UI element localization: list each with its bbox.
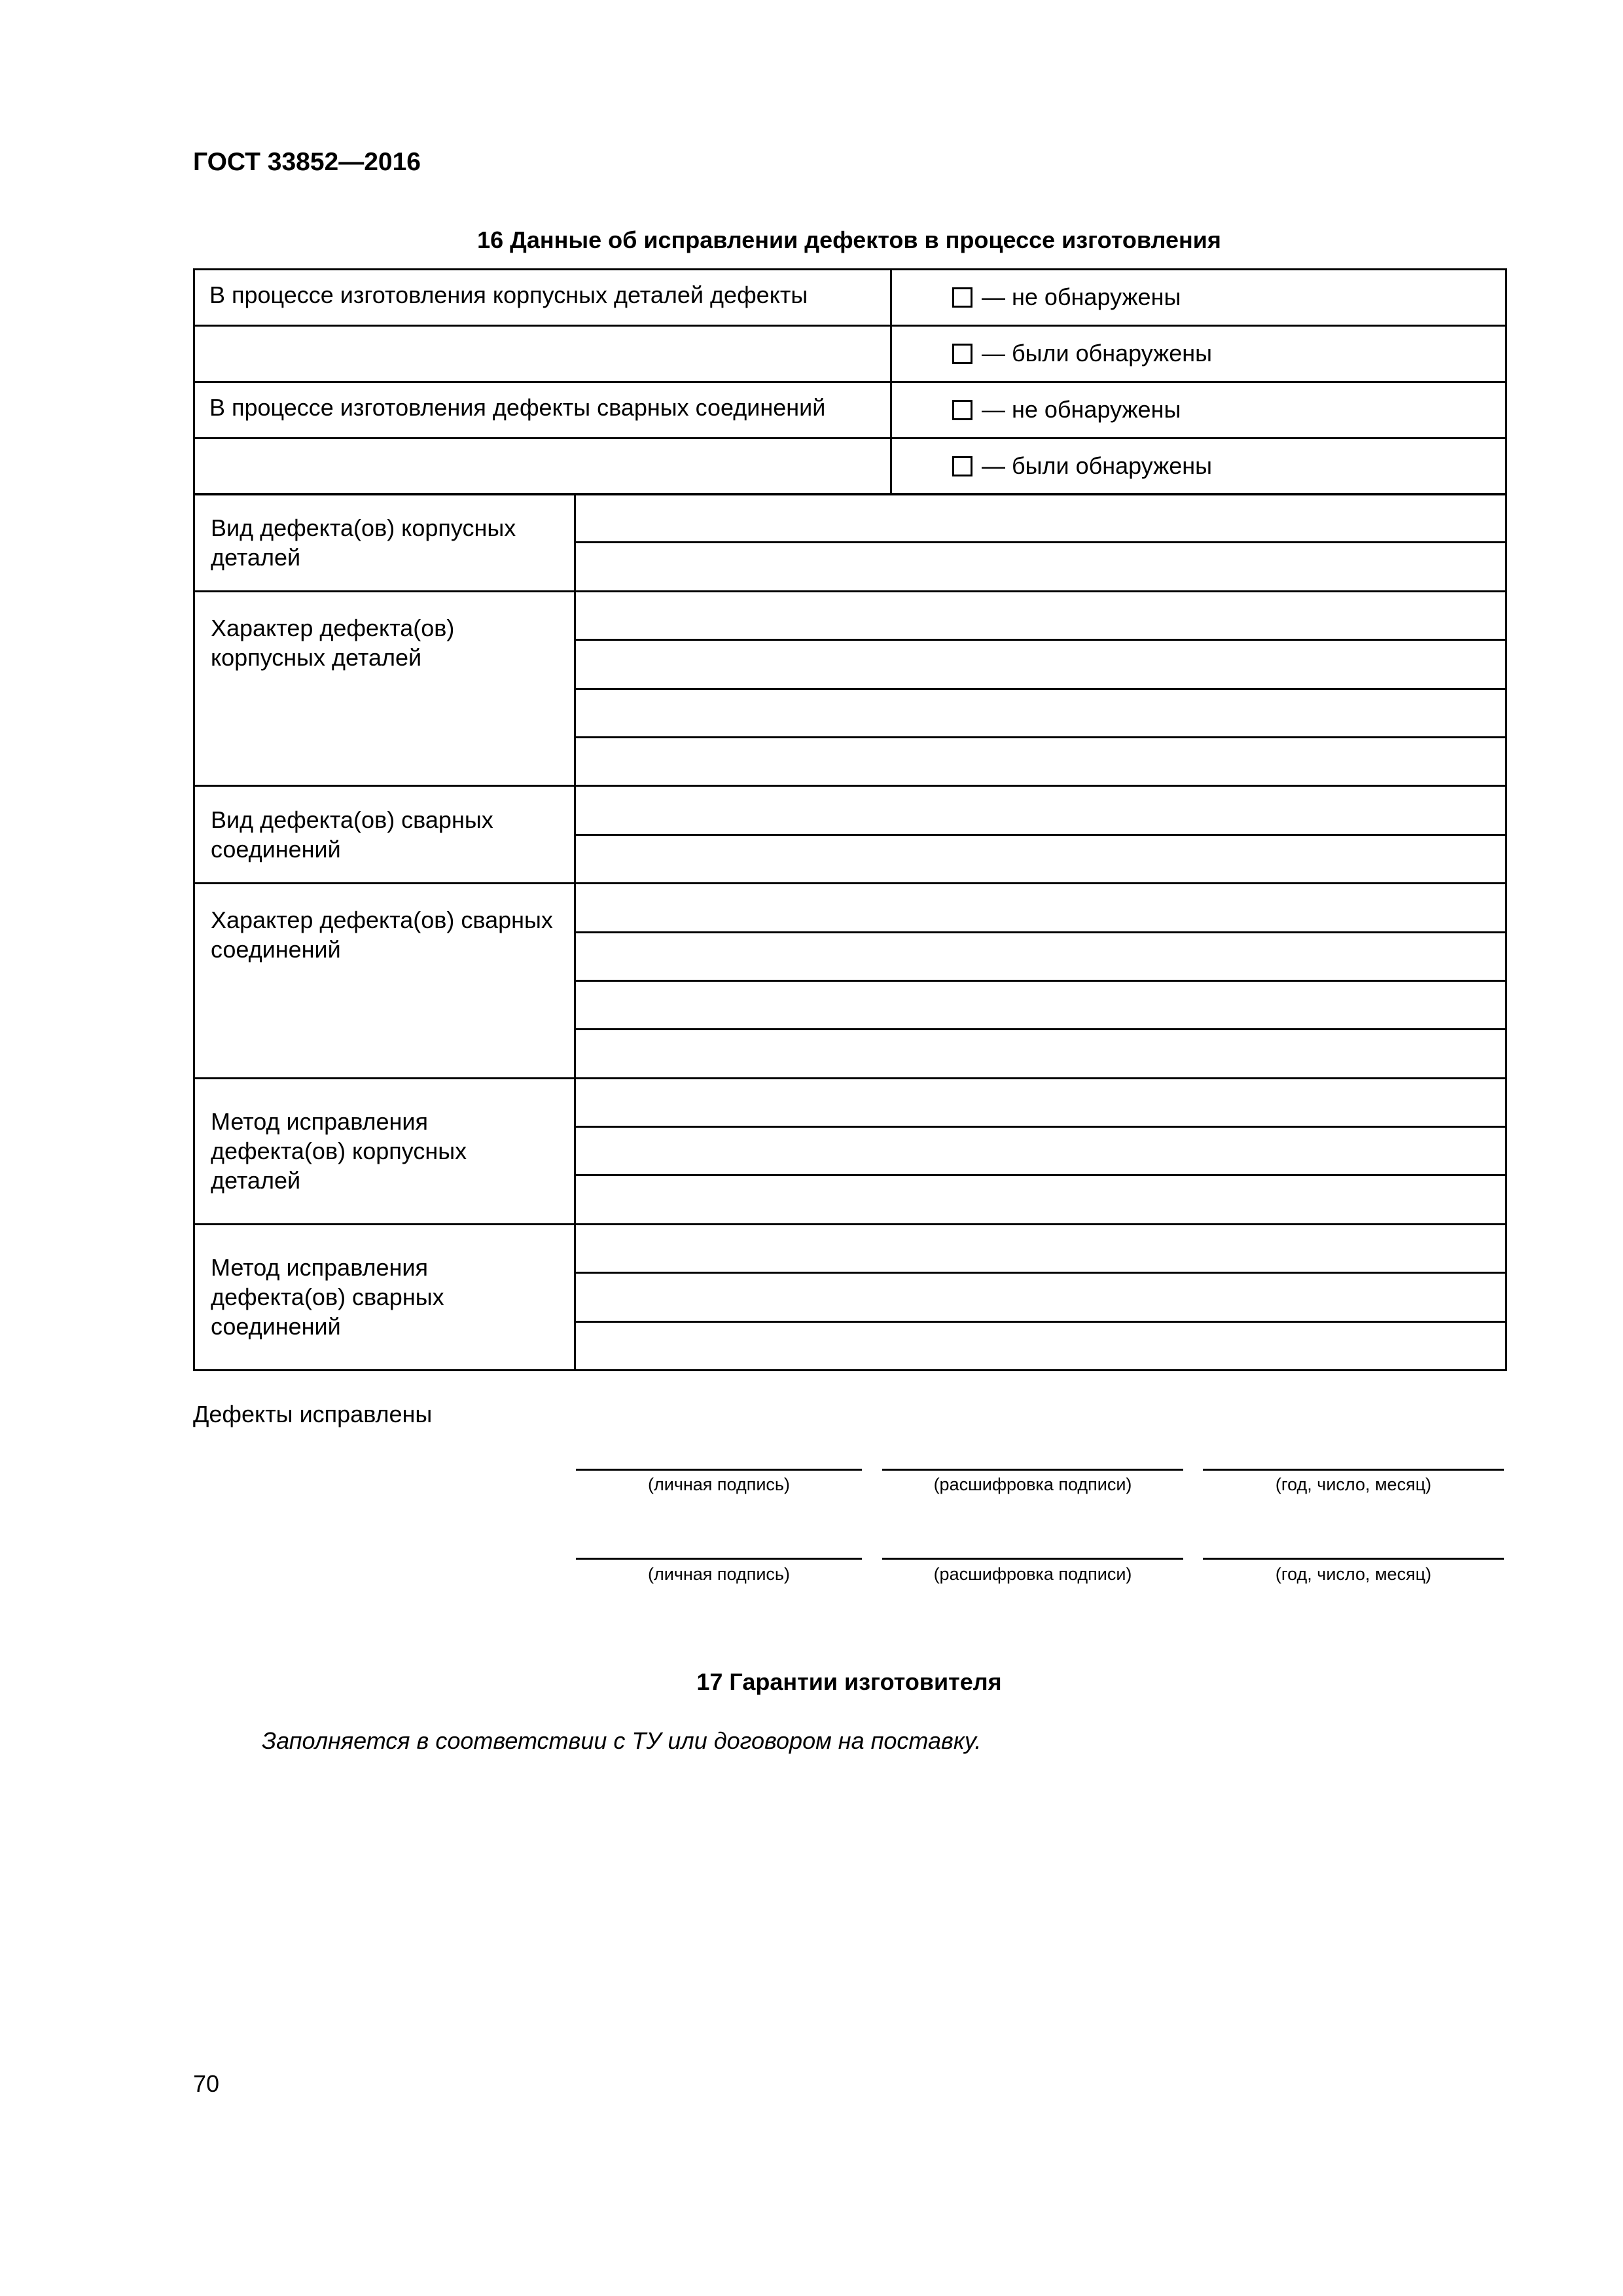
option-label: — не обнаружены	[982, 396, 1181, 423]
table-row	[194, 1224, 1507, 1272]
defect-group-label: Метод исправления дефекта(ов) корпусных деталей	[194, 1078, 575, 1224]
signature-decoding-line[interactable]	[882, 1469, 1183, 1471]
entry-cell[interactable]	[575, 1030, 1507, 1078]
option-label: — не обнаружены	[982, 283, 1181, 310]
page-number: 70	[193, 2070, 220, 2097]
defect-details-table	[193, 493, 1507, 1371]
entry-cell[interactable]	[575, 494, 1507, 543]
section-16-title: 16 Данные об исправлении дефектов в процессе изготовления	[477, 226, 1221, 253]
entry-cell[interactable]	[575, 1175, 1507, 1224]
table-row	[194, 439, 1507, 495]
entry-cell[interactable]	[575, 884, 1507, 932]
defects-fixed-label: Дефекты исправлены	[193, 1401, 433, 1427]
entry-cell[interactable]	[575, 591, 1507, 639]
row-label	[194, 439, 891, 495]
entry-cell[interactable]	[575, 1321, 1507, 1370]
option-cell[interactable]	[891, 270, 1507, 326]
date-line[interactable]	[1203, 1558, 1504, 1560]
date-caption: (год, число, месяц)	[1275, 1564, 1432, 1584]
table-row	[194, 786, 1507, 834]
table-row	[194, 884, 1507, 932]
decoding-caption: (расшифровка подписи)	[933, 1475, 1132, 1494]
row-label: В процессе изготовления дефекты сварных соединений	[194, 382, 891, 439]
entry-cell[interactable]	[575, 1078, 1507, 1126]
row-label: В процессе изготовления корпусных деталей дефекты	[194, 270, 891, 326]
checkbox-icon[interactable]	[952, 344, 972, 364]
checkbox-icon[interactable]	[952, 400, 972, 420]
entry-cell[interactable]	[575, 834, 1507, 883]
decoding-caption: (расшифровка подписи)	[933, 1564, 1132, 1584]
section-17-note: Заполняется в соответствии с ТУ или договором на поставку.	[262, 1727, 982, 1754]
table-row	[194, 382, 1507, 439]
entry-cell[interactable]	[575, 737, 1507, 785]
checkbox-icon[interactable]	[952, 287, 972, 308]
defect-group-label: Характер дефекта(ов) корпусных деталей	[194, 591, 575, 786]
option-cell[interactable]	[891, 382, 1507, 439]
section-17-title: 17 Гарантии изготовителя	[696, 1668, 1002, 1695]
entry-cell[interactable]	[575, 786, 1507, 834]
signature-line[interactable]	[576, 1558, 862, 1560]
option-label: — были обнаружены	[982, 452, 1213, 479]
table-row	[194, 326, 1507, 382]
entry-cell[interactable]	[575, 543, 1507, 591]
defect-group-label: Характер дефекта(ов) сварных соединений	[194, 884, 575, 1079]
defect-group-label: Вид дефекта(ов) корпусных деталей	[194, 494, 575, 592]
table-row	[194, 1078, 1507, 1126]
entry-cell[interactable]	[575, 640, 1507, 689]
entry-cell[interactable]	[575, 689, 1507, 737]
signature-caption: (личная подпись)	[647, 1475, 790, 1494]
entry-cell[interactable]	[575, 1273, 1507, 1321]
date-line[interactable]	[1203, 1469, 1504, 1471]
signature-decoding-line[interactable]	[882, 1558, 1183, 1560]
entry-cell[interactable]	[575, 980, 1507, 1029]
defect-group-label: Вид дефекта(ов) сварных соединений	[194, 786, 575, 884]
entry-cell[interactable]	[575, 1127, 1507, 1175]
row-label	[194, 326, 891, 382]
option-cell[interactable]	[891, 439, 1507, 495]
option-label: — были обнаружены	[982, 340, 1213, 367]
defects-found-table	[193, 268, 1507, 495]
date-caption: (год, число, месяц)	[1275, 1475, 1432, 1494]
signature-caption: (личная подпись)	[647, 1564, 790, 1584]
entry-cell[interactable]	[575, 932, 1507, 980]
table-row	[194, 591, 1507, 639]
option-cell[interactable]	[891, 326, 1507, 382]
table-row	[194, 270, 1507, 326]
table-row	[194, 494, 1507, 543]
standard-number: ГОСТ 33852—2016	[193, 148, 421, 176]
signature-line[interactable]	[576, 1469, 862, 1471]
entry-cell[interactable]	[575, 1224, 1507, 1272]
checkbox-icon[interactable]	[952, 456, 972, 476]
defect-group-label: Метод исправления дефекта(ов) сварных соединений	[194, 1224, 575, 1370]
